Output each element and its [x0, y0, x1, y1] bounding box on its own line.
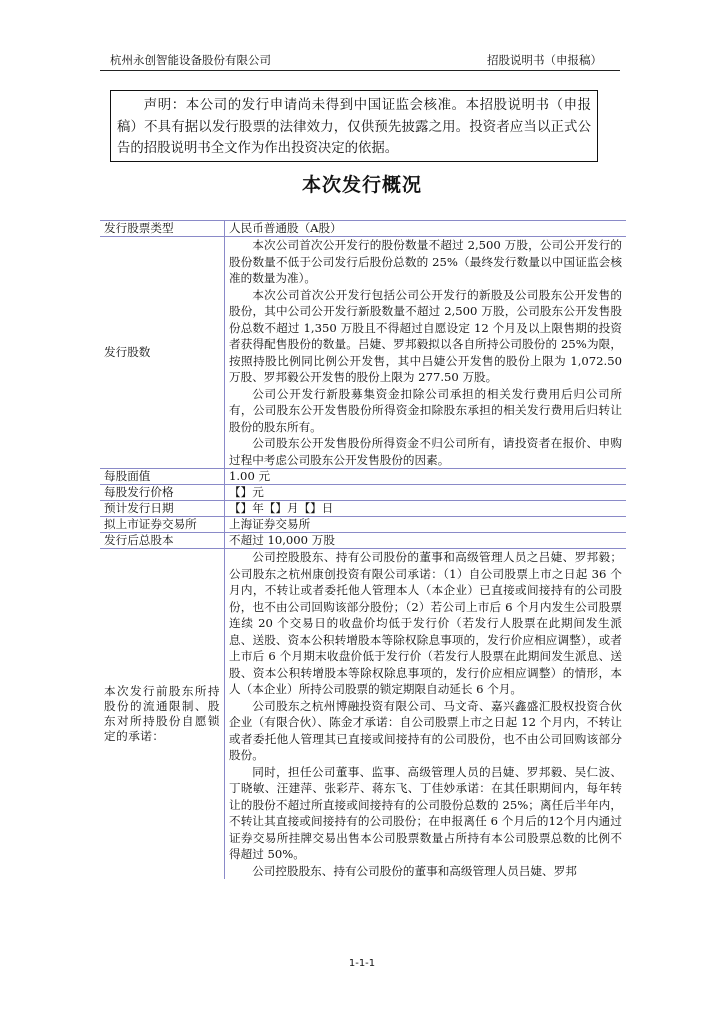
- declaration-box: 声明：本公司的发行申请尚未得到中国证监会核准。本招股说明书（申报稿）不具有据以发行股票的法律效力，仅供预先披露之用。投资者应当以正式公告的招股说明书全文作为作出投资决定的依据。: [110, 90, 598, 162]
- paragraph: 公司股东之杭州博融投资有限公司、马文奇、嘉兴鑫盛汇股权投资合伙企业（有限合伙）、陈金才承诺：自公司股票上市之日起 12 个月内，不转让或者委托他人管理其已直接或间接持有的公司股份，也不由公司回购该部分股份。: [229, 698, 622, 762]
- row-value: 【】元: [225, 485, 627, 501]
- paragraph: 公司公开发行新股募集资金扣除公司承担的相关发行费用后归公司所有，公司股东公开发售股份所得资金扣除股东承担的相关发行费用后归转让股份的股东所有。: [229, 386, 622, 434]
- row-value: 上海证券交易所: [225, 517, 627, 533]
- row-value: 不超过 10,000 万股: [225, 533, 627, 549]
- table-row-shares: [100, 237, 626, 469]
- row-label: 本次发行前股东所持股份的流通限制、股东对所持股份自愿锁定的承诺：: [100, 549, 225, 880]
- paragraph: 公司股东公开发售股份所得资金不归公司所有，请投资者在报价、申购过程中考虑公司股东公开发售股份的因素。: [229, 436, 622, 467]
- table-row-issue-price: [100, 485, 626, 501]
- header-document-type: 招股说明书（申报稿）: [487, 53, 602, 67]
- table-row-total-capital: [100, 533, 626, 549]
- paragraph: 同时，担任公司董事、监事、高级管理人员的吕婕、罗邦毅、吴仁波、丁晓敏、汪建萍、张彩芹、蒋东飞、丁佳妙承诺：在其任职期间内，每年转让的股份不超过所直接或间接持有的公司股份总数的 25%；离任后半年内，不转让其直接或间接持有的公司股份；在申报离任 6 个月后的12个月内通过证券交易所挂牌交易出售本公司股票数量占所持有本公司股票总数的比例不得超过 50%。: [229, 764, 622, 861]
- row-label: 发行股数: [100, 237, 225, 469]
- section-title: 本次发行概况: [301, 174, 422, 196]
- paragraph: 公司控股股东、持有公司股份的董事和高级管理人员之吕婕、罗邦毅；公司股东之杭州康创投资有限公司承诺：（1）自公司股票上市之日起 36 个月内，不转让或者委托他人管理本人（本企业）已直接或间接持有的公司股份，也不由公司回购该部分股份；（2）若公司上市后 6 个月内发生公司股票连续 20 个交易日的收盘价均低于发行价（若发行人股票在此期间发生派息、送股、资本公积转增股本等除权除息事项的，发行价应相应调整），或者上市后 6 个月期末收盘价低于发行价（若发行人股票在此期间发生派息、送股、资本公积转增股本等除权除息事项的，发行价应相应调整）的情形，本人（本企业）所持公司股票的锁定期限自动延长 6 个月。: [229, 550, 622, 696]
- row-label: 发行股票类型: [100, 221, 225, 237]
- row-value: 【】年【】月【】日: [225, 501, 627, 517]
- row-label: 拟上市证券交易所: [100, 517, 225, 533]
- shares-description: [225, 237, 627, 469]
- row-label: 每股发行价格: [100, 485, 225, 501]
- row-label: 发行后总股本: [100, 533, 225, 549]
- row-label: 预计发行日期: [100, 501, 225, 517]
- page-header: [100, 52, 620, 68]
- issue-summary-table: [100, 220, 626, 879]
- paragraph: 本次公司首次公开发行的股份数量不超过 2,500 万股，公司公开发行的股份数量不低于公司发行后股份总数的 25%（最终发行数量以中国证监会核准的数量为准）。: [229, 238, 622, 285]
- row-value: 1.00 元: [225, 469, 627, 485]
- table-row-lockup: [100, 549, 626, 880]
- table-row-exchange: [100, 517, 626, 533]
- row-value: 人民币普通股（A股）: [225, 221, 627, 237]
- table-row-issue-date: [100, 501, 626, 517]
- table-row-stock-type: [100, 221, 626, 237]
- row-label: 每股面值: [100, 469, 225, 485]
- lockup-description: [225, 549, 627, 880]
- header-company-name: 杭州永创智能设备股份有限公司: [110, 53, 271, 67]
- page-number: 1-1-1: [348, 958, 376, 969]
- table-row-par-value: [100, 469, 626, 485]
- paragraph: 公司控股股东、持有公司股份的董事和高级管理人员吕婕、罗邦: [252, 863, 577, 878]
- paragraph: 本次公司首次公开发行包括公司公开发行的新股及公司股东公开发售的股份，其中公司公开发行新股数量不超过 2,500 万股，公司股东公开发售股份总数不超过 1,350 万股且不得超过自愿设定 12 个月及以上限售期的投资者获得配售股份的数量。吕婕、罗邦毅拟以各自所持公司股份的 25%为限，按照持股比例同比例公开发售，其中吕婕公开发售的股份上限为 1,072.50 万股、罗邦毅公开发售的股份上限为 277.50 万股。: [229, 287, 622, 384]
- header-divider: [100, 70, 620, 71]
